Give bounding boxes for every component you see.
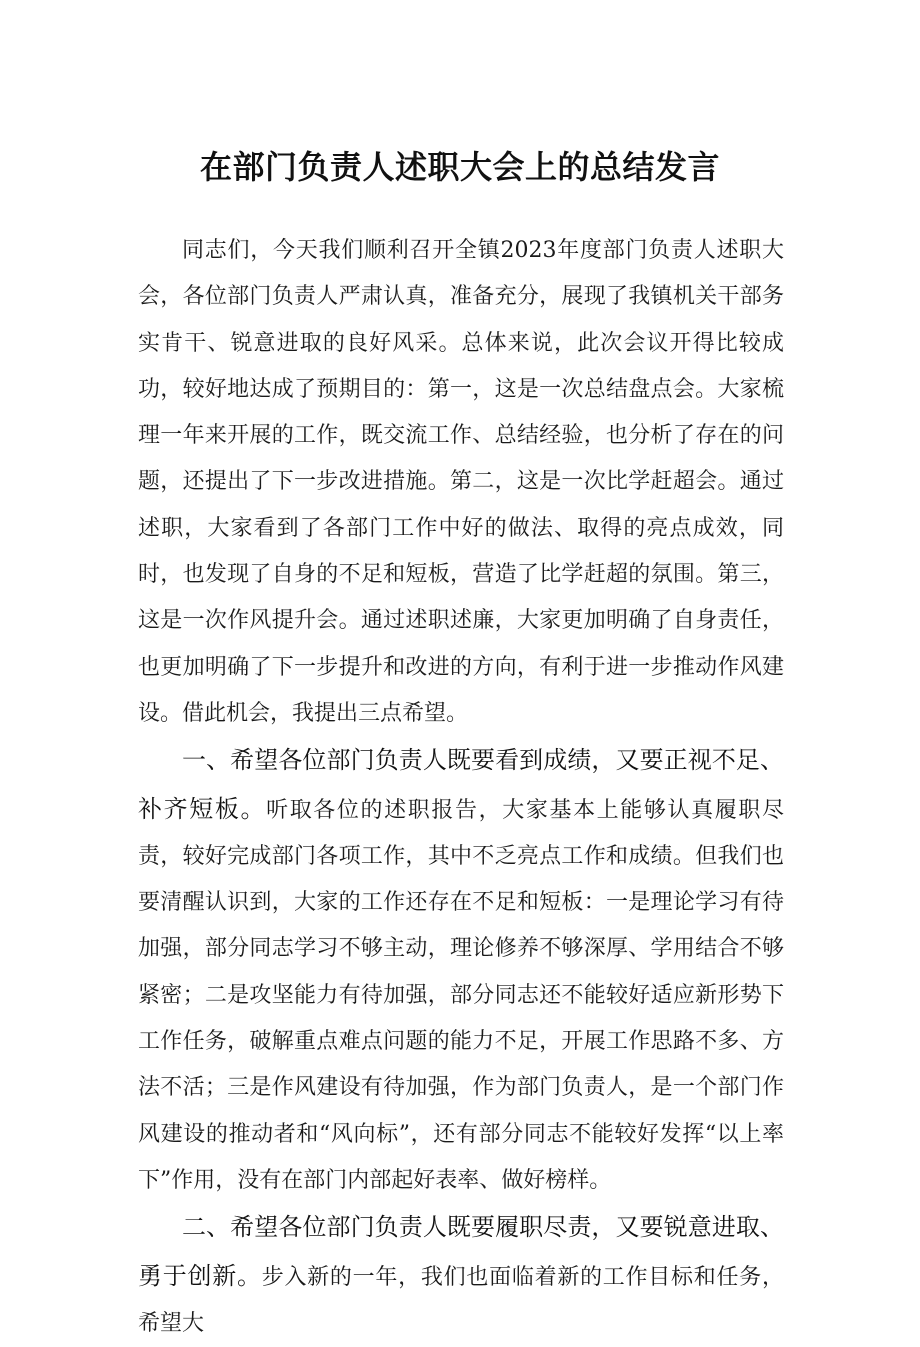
paragraph-hope-two: [138, 1204, 784, 1347]
document-title: 在部门负责人述职大会上的总结发言: [199, 148, 720, 187]
paragraph-opening: [138, 228, 784, 737]
paragraph-hope-one: [138, 737, 784, 1204]
paragraph-hope-one-text: 听取各位的述职报告，大家基本上能够认真履职尽责，较好完成部门各项工作，其中不乏亮点工作和成绩。但我们也要清醒认识到，大家的工作还存在不足和短板：一是理论学习有待加强，部分同志学习不够主动，理论修养不够深厚、学用结合不够紧密；二是攻坚能力有待加强，部分同志还不能较好适应新形势下工作任务，破解重点难点问题的能力不足，开展工作思路不多、方法不活；三是作风建设有待加强，作为部门负责人，是一个部门作风建设的推动者和“风向标”，还有部分同志不能较好发挥“以上率下”作用，没有在部门内部起好表率、做好榜样。: [138, 797, 784, 1193]
paragraph-hope-one-heading: 一、希望各位部门负责人既要看到成绩，又要正视不足、补齐短板。: [138, 746, 784, 823]
paragraph-hope-two-heading: 二、希望各位部门负责人既要履职尽责，又要锐意进取、勇于创新。: [138, 1213, 784, 1290]
paragraph-opening-text: 同志们，今天我们顺利召开全镇2023年度部门负责人述职大会，各位部门负责人严肃认真，准备充分，展现了我镇机关干部务实肯干、锐意进取的良好风采。总体来说，此次会议开得比较成功，较好地达成了预期目的：第一，这是一次总结盘点会。大家梳理一年来开展的工作，既交流工作、总结经验，也分析了存在的问题，还提出了下一步改进措施。第二，这是一次比学赶超会。通过述职，大家看到了各部门工作中好的做法、取得的亮点成效，同时，也发现了自身的不足和短板，营造了比学赶超的氛围。第三，这是一次作风提升会。通过述职述廉，大家更加明确了自身责任，也更加明确了下一步提升和改进的方向，有利于进一步推动作风建设。借此机会，我提出三点希望。: [138, 238, 784, 726]
paragraph-hope-two-text: 步入新的一年，我们也面临着新的工作目标和任务，希望大: [138, 1264, 784, 1336]
document-body: [138, 228, 784, 1347]
